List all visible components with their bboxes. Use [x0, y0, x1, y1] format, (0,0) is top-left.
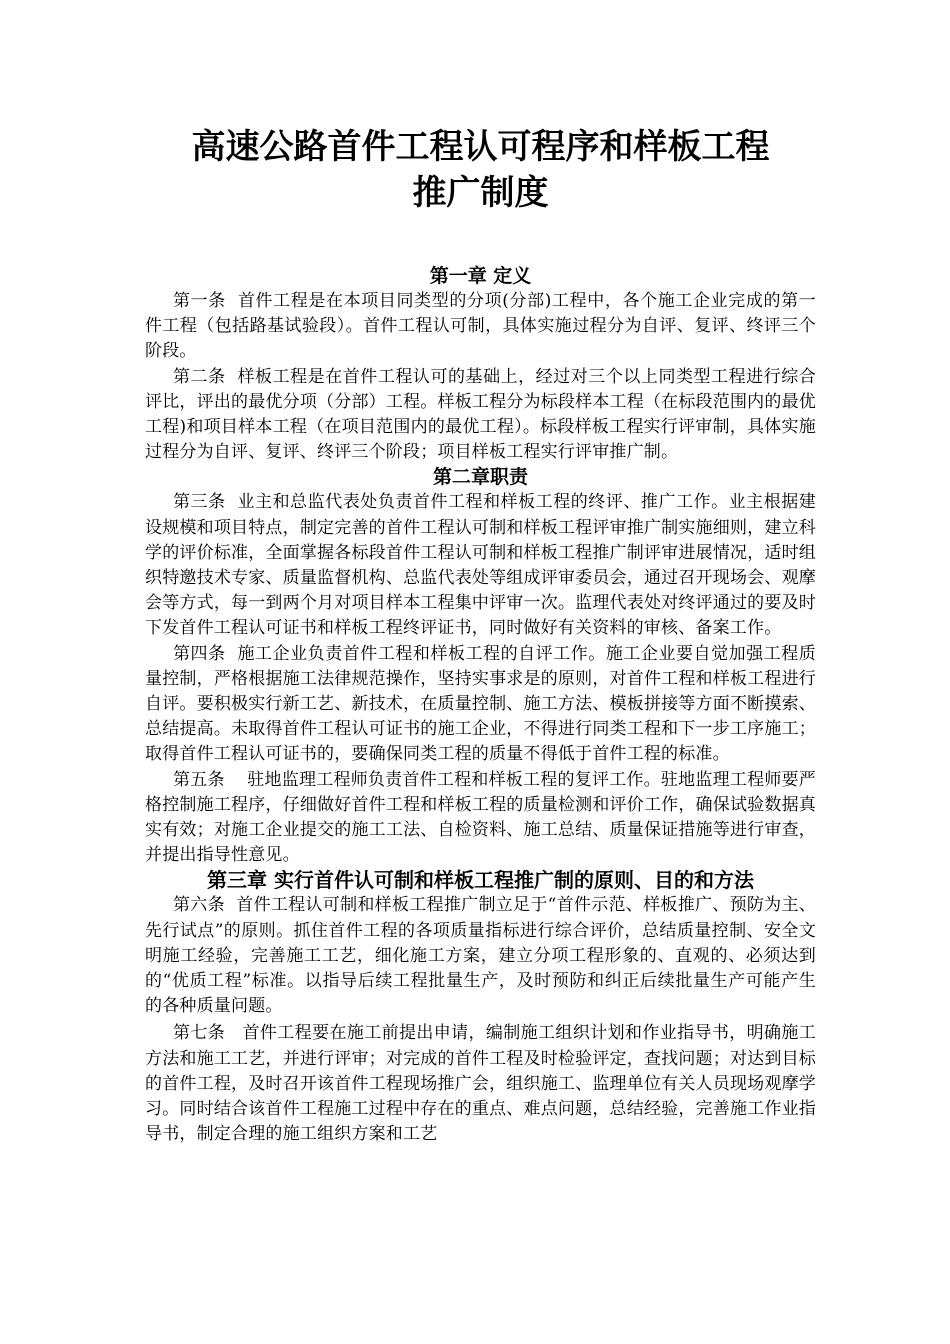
chapter-heading-2: 第二章职责 — [432, 466, 528, 489]
document-title-line-1: 高速公路首件工程认可程序和样板工程 — [191, 127, 770, 167]
article-text: 业主和总监代表处负责首件工程和样板工程的终评、推广工作。业主根据建设规模和项目特点，制定完善的首件工程认可制和样板工程评审推广制实施细则，建立科学的评价标准，全面掌握各标段首件工程认可制和样板工程推广制评审进展情况，适时组织特邀技术专家、质量监督机构、总监代表处等组成评审委员会，通过召开现场会、观摩会等方式，每一到两个月对项目样本工程集中评审一次。监理代表处对终评通过的要及时下发首件工程认可证书和样板工程终评证书，同时做好有关资料的审核、备案工作。 — [145, 492, 816, 639]
article-4 — [145, 642, 816, 768]
chapter-heading-1: 第一章 定义 — [429, 265, 532, 287]
article-label: 第七条 — [173, 1023, 226, 1044]
article-label: 第五条 — [173, 769, 225, 790]
title-spacer — [145, 216, 816, 264]
article-2 — [145, 365, 816, 466]
article-3 — [145, 490, 816, 641]
article-text: 驻地监理工程师负责首件工程和样板工程的复评工作。驻地监理工程师要严格控制施工程序，仔细做好首件工程和样板工程的质量检测和评价工作，确保试验数据真实有效；对施工企业提交的施工工法、自检资料、施工总结、质量保证措施等进行审查，并提出指导性意见。 — [145, 769, 816, 866]
article-text: 首件工程是在本项目同类型的分项(分部)工程中，各个施工企业完成的第一件工程（包括路基试验段）。首件工程认可制，具体实施过程分为自评、复评、终评三个阶段。 — [145, 291, 816, 362]
article-text: 样板工程是在首件工程认可的基础上，经过对三个以上同类型工程进行综合评比，评出的最优分项（分部）工程。样板工程分为标段样本工程（在标段范围内的最优工程)和项目样本工程（在项目范围内的最优工程）。标段样板工程实行评审制，具体实施过程分为自评、复评、终评三个阶段；项目样板工程实行评审推广制。 — [145, 366, 816, 463]
article-label: 第一条 — [173, 291, 226, 311]
document-title-line-2: 推广制度 — [412, 173, 549, 213]
article-5 — [145, 768, 816, 869]
article-6 — [145, 893, 816, 1019]
article-label: 第六条 — [173, 895, 225, 916]
article-label: 第三条 — [173, 492, 226, 513]
article-text: 首件工程认可制和样板工程推广制立足于“首件示范、样板推广、预防为主、先行试点”的原则。抓住首件工程的各项质量指标进行综合评价，总结质量控制、安全文明施工经验，完善施工工艺，细化施工方案，建立分项工程形象的、直观的、必须达到的“优质工程”标准。以指导后续工程批量生产，及时预防和纠正后续批量生产可能产生的各种质量问题。 — [145, 895, 816, 1017]
article-label: 第二条 — [173, 366, 226, 387]
article-7 — [145, 1021, 816, 1147]
article-1 — [145, 289, 816, 365]
chapter-heading-3: 第三章 实行首件认可制和样板工程推广制的原则、目的和方法 — [207, 868, 754, 893]
article-text: 首件工程要在施工前提出申请，编制施工组织计划和作业指导书，明确施工方法和施工工艺，并进行评审；对完成的首件工程及时检验评定，查找问题；对达到目标的首件工程，及时召开该首件工程现场推广会，组织施工、监理单位有关人员现场观摩学习。同时结合该首件工程施工过程中存在的重点、难点问题，总结经验，完善施工作业指导书，制定合理的施工组织方案和工艺 — [145, 1023, 816, 1145]
article-text: 施工企业负责首件工程和样板工程的自评工作。施工企业要自觉加强工程质量控制，严格根据施工法律规范操作，坚持实事求是的原则，对首件工程和样板工程进行自评。要积极实行新工艺、新技术，在质量控制、施工方法、模板拼接等方面不断摸索、总结提高。未取得首件工程认可证书的施工企业，不得进行同类工程和下一步工序施工；取得首件工程认可证书的，要确保同类工程的质量不得低于首件工程的标准。 — [145, 643, 816, 765]
article-label: 第四条 — [173, 643, 226, 664]
